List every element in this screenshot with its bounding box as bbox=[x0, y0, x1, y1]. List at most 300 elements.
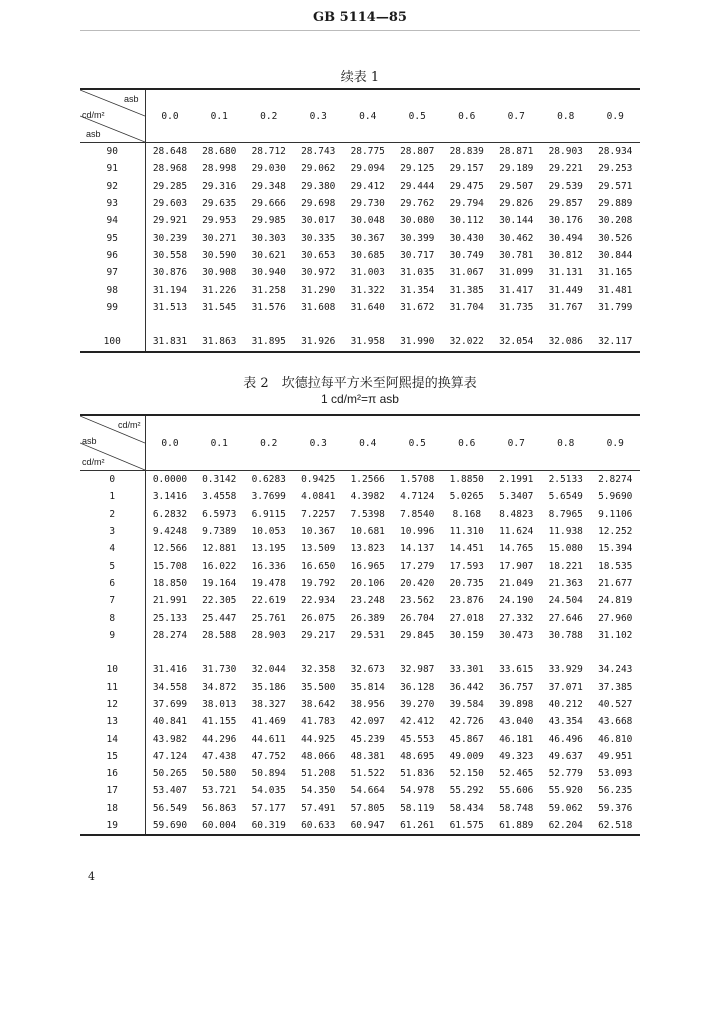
table-cell: 30.590 bbox=[202, 249, 237, 261]
table-cell: 30.017 bbox=[301, 215, 336, 227]
table-cell: 28.274 bbox=[152, 629, 188, 641]
table-cell: 7.8540 bbox=[400, 508, 435, 520]
table-cell: 28.680 bbox=[202, 146, 237, 158]
table-row bbox=[80, 713, 640, 730]
table-cell: 42.412 bbox=[400, 716, 435, 728]
table-cell: 31.102 bbox=[598, 629, 633, 641]
table-cell: 30.717 bbox=[400, 249, 435, 261]
table-row bbox=[80, 661, 640, 678]
table-cell: 32.358 bbox=[301, 664, 336, 676]
table2-col-header: 0.2 bbox=[244, 415, 294, 471]
table-cell: 30.876 bbox=[152, 267, 188, 279]
table-cell: 28.934 bbox=[598, 146, 633, 158]
table-cell: 29.762 bbox=[400, 198, 435, 210]
table1-col-header: 0.6 bbox=[442, 89, 492, 143]
table-cell: 16.965 bbox=[350, 560, 385, 572]
table-cell: 34.558 bbox=[152, 681, 188, 693]
table-cell: 4.0841 bbox=[301, 491, 336, 503]
table-row bbox=[80, 488, 640, 505]
table-cell: 15.708 bbox=[152, 560, 188, 572]
table-cell: 31.226 bbox=[202, 284, 237, 296]
table-cell: 58.748 bbox=[499, 802, 534, 814]
table-row bbox=[80, 160, 640, 177]
table-cell: 31.258 bbox=[251, 284, 286, 296]
table2-corner-cell bbox=[80, 415, 145, 471]
row-label: 6 bbox=[80, 575, 145, 592]
table1-col-header: 0.3 bbox=[294, 89, 344, 143]
row-label: 3 bbox=[80, 523, 145, 540]
table-cell: 31.704 bbox=[449, 301, 484, 313]
table1-caption: 续表 1 bbox=[340, 70, 380, 85]
table-cell: 32.054 bbox=[499, 336, 534, 348]
table-cell: 28.968 bbox=[152, 163, 188, 175]
table1-col-header: 0.4 bbox=[343, 89, 393, 143]
table-cell: 31.481 bbox=[598, 284, 633, 296]
table-cell: 20.106 bbox=[350, 577, 385, 589]
table-cell: 21.677 bbox=[598, 577, 633, 589]
table1-col-header: 0.9 bbox=[591, 89, 641, 143]
table-row bbox=[80, 143, 640, 161]
table-cell: 29.889 bbox=[598, 198, 633, 210]
table-cell: 31.513 bbox=[152, 301, 188, 313]
row-label: 94 bbox=[80, 212, 145, 229]
row-label: 0 bbox=[80, 471, 145, 489]
table-cell: 42.726 bbox=[449, 716, 484, 728]
table-cell: 26.389 bbox=[350, 612, 385, 624]
table-cell: 39.584 bbox=[449, 699, 484, 710]
table-cell: 36.442 bbox=[449, 681, 484, 693]
table-row bbox=[80, 592, 640, 609]
table-cell: 44.296 bbox=[202, 733, 237, 745]
table-cell: 39.270 bbox=[400, 699, 435, 710]
table-cell: 29.348 bbox=[251, 180, 286, 192]
table-cell: 60.633 bbox=[301, 820, 336, 832]
table-cell: 30.335 bbox=[301, 232, 336, 244]
table-cell: 29.730 bbox=[350, 198, 385, 210]
table-cell: 49.951 bbox=[598, 750, 633, 762]
table-cell: 31.194 bbox=[152, 284, 188, 296]
table-cell: 62.518 bbox=[598, 820, 633, 832]
row-label: 92 bbox=[80, 178, 145, 195]
table-cell: 13.823 bbox=[350, 543, 385, 555]
table-cell: 40.527 bbox=[598, 699, 633, 710]
table-cell: 61.261 bbox=[400, 820, 435, 832]
table-cell: 13.195 bbox=[251, 543, 286, 555]
table-cell: 55.920 bbox=[548, 785, 583, 797]
table-cell: 31.099 bbox=[499, 267, 534, 279]
table2-col-header: 0.5 bbox=[393, 415, 443, 471]
table-cell: 30.812 bbox=[548, 249, 583, 261]
table-cell: 51.522 bbox=[350, 768, 385, 780]
table-cell: 32.117 bbox=[598, 336, 633, 348]
table-cell: 28.807 bbox=[400, 146, 435, 158]
row-label: 19 bbox=[80, 817, 145, 835]
row-label: 90 bbox=[80, 143, 145, 161]
table-cell: 23.248 bbox=[350, 595, 385, 607]
table-cell: 32.022 bbox=[449, 336, 484, 348]
table-cell: 30.303 bbox=[251, 232, 286, 244]
table-cell: 60.004 bbox=[202, 820, 237, 832]
table-cell: 35.186 bbox=[251, 681, 286, 693]
table-cell: 31.730 bbox=[202, 664, 237, 676]
table-cell: 8.168 bbox=[452, 508, 482, 520]
table-cell: 41.783 bbox=[301, 716, 336, 728]
table-cell: 32.987 bbox=[400, 664, 435, 676]
table-cell: 53.721 bbox=[202, 785, 237, 797]
table-cell: 18.535 bbox=[598, 560, 633, 572]
table-row bbox=[80, 679, 640, 696]
table-cell: 50.265 bbox=[152, 768, 188, 780]
table-cell: 5.6549 bbox=[548, 491, 583, 503]
table-cell: 28.648 bbox=[152, 146, 188, 158]
table-cell: 12.566 bbox=[152, 543, 188, 555]
table-cell: 48.066 bbox=[301, 750, 336, 762]
row-label: 96 bbox=[80, 247, 145, 264]
table-row bbox=[80, 557, 640, 574]
table-row bbox=[80, 506, 640, 523]
table-cell: 30.494 bbox=[548, 232, 583, 244]
table-cell: 53.407 bbox=[152, 785, 188, 797]
spacer-cell bbox=[80, 316, 145, 333]
table-cell: 15.394 bbox=[598, 543, 633, 555]
table-cell: 31.608 bbox=[301, 301, 336, 313]
table-cell: 29.953 bbox=[202, 215, 237, 227]
page-number: 4 bbox=[88, 870, 95, 883]
table-cell: 27.018 bbox=[449, 612, 484, 624]
table-cell: 11.624 bbox=[499, 526, 534, 538]
table-cell: 21.049 bbox=[499, 577, 534, 589]
table-row bbox=[80, 817, 640, 835]
table-cell: 31.385 bbox=[449, 284, 484, 296]
table-cell: 25.761 bbox=[251, 612, 286, 624]
table-cell: 29.635 bbox=[202, 198, 237, 210]
row-label: 99 bbox=[80, 299, 145, 316]
table-cell: 22.934 bbox=[301, 595, 336, 607]
table-cell: 28.712 bbox=[251, 146, 286, 158]
table-row bbox=[80, 523, 640, 540]
table-cell: 4.3982 bbox=[350, 491, 385, 503]
table-row bbox=[80, 247, 640, 264]
row-label: 95 bbox=[80, 229, 145, 246]
table-cell: 29.189 bbox=[499, 163, 534, 175]
table-cell: 33.929 bbox=[548, 664, 583, 676]
table-cell: 33.615 bbox=[499, 664, 534, 676]
table-cell: 29.571 bbox=[598, 180, 633, 192]
row-label: 93 bbox=[80, 195, 145, 212]
table-cell: 51.836 bbox=[400, 768, 435, 780]
table-cell: 31.799 bbox=[598, 301, 633, 313]
table-cell: 41.155 bbox=[202, 716, 237, 728]
table-cell: 52.779 bbox=[548, 768, 583, 780]
table-cell: 50.894 bbox=[251, 768, 286, 780]
table-cell: 61.575 bbox=[449, 820, 484, 832]
table-row bbox=[80, 627, 640, 644]
table-cell: 49.323 bbox=[499, 750, 534, 762]
row-label: 100 bbox=[80, 333, 145, 351]
row-label: 98 bbox=[80, 281, 145, 298]
table2-subcaption: 1 cd/m²=π asb bbox=[321, 392, 399, 406]
table-cell: 29.507 bbox=[499, 180, 534, 192]
table-cell: 53.093 bbox=[598, 768, 633, 780]
row-label: 1 bbox=[80, 488, 145, 505]
table-cell: 22.305 bbox=[202, 595, 237, 607]
table1-corner-cell bbox=[80, 89, 145, 143]
table-cell: 0.6283 bbox=[251, 474, 286, 486]
table1-col-header: 0.2 bbox=[244, 89, 294, 143]
table-cell: 29.157 bbox=[449, 163, 484, 175]
table-cell: 56.235 bbox=[598, 785, 633, 797]
spacer-cell bbox=[145, 644, 640, 661]
table2 bbox=[80, 414, 640, 836]
table-cell: 17.279 bbox=[400, 560, 435, 572]
corner-label-top: asb bbox=[123, 94, 139, 104]
table-cell: 31.545 bbox=[202, 301, 237, 313]
spacer-cell bbox=[145, 316, 640, 333]
table-cell: 60.947 bbox=[350, 820, 385, 832]
table-cell: 31.449 bbox=[548, 284, 583, 296]
table-cell: 11.938 bbox=[548, 526, 583, 538]
table-cell: 29.412 bbox=[350, 180, 385, 192]
table-cell: 39.898 bbox=[499, 699, 534, 710]
table-cell: 20.420 bbox=[400, 577, 435, 589]
spacer-row bbox=[80, 644, 640, 661]
table-cell: 59.690 bbox=[152, 820, 188, 832]
table1-header-row bbox=[80, 89, 640, 143]
table-cell: 31.672 bbox=[400, 301, 435, 313]
table-cell: 27.646 bbox=[548, 612, 583, 624]
table-cell: 57.177 bbox=[251, 802, 286, 814]
page-header: GB 5114—85 bbox=[313, 10, 407, 25]
table-cell: 12.252 bbox=[598, 526, 633, 538]
table-cell: 30.526 bbox=[598, 232, 633, 244]
table-cell: 56.863 bbox=[202, 802, 237, 814]
table-cell: 32.044 bbox=[251, 664, 286, 676]
table-cell: 30.271 bbox=[202, 232, 237, 244]
table-cell: 28.588 bbox=[202, 629, 237, 641]
table-row bbox=[80, 299, 640, 316]
table-cell: 29.444 bbox=[400, 180, 435, 192]
table2-col-header: 0.4 bbox=[343, 415, 393, 471]
table-cell: 31.067 bbox=[449, 267, 484, 279]
row-label: 97 bbox=[80, 264, 145, 281]
table-cell: 57.491 bbox=[301, 802, 336, 814]
table-cell: 24.819 bbox=[598, 595, 633, 607]
row-label: 10 bbox=[80, 661, 145, 678]
table2-col-header: 0.6 bbox=[442, 415, 492, 471]
table-cell: 40.841 bbox=[152, 716, 188, 728]
table-cell: 22.619 bbox=[251, 595, 286, 607]
row-label: 16 bbox=[80, 765, 145, 782]
table-cell: 58.119 bbox=[400, 802, 435, 814]
table1-col-header: 0.5 bbox=[393, 89, 443, 143]
table-cell: 56.549 bbox=[152, 802, 188, 814]
table-cell: 6.9115 bbox=[251, 508, 286, 520]
table-cell: 54.035 bbox=[251, 785, 286, 797]
table-cell: 30.473 bbox=[499, 629, 534, 641]
table1 bbox=[80, 88, 640, 353]
table-cell: 59.376 bbox=[598, 802, 633, 814]
table-cell: 3.7699 bbox=[251, 491, 286, 503]
table-cell: 17.593 bbox=[449, 560, 484, 572]
table-cell: 52.150 bbox=[449, 768, 484, 780]
table-cell: 46.181 bbox=[499, 733, 534, 745]
table-cell: 29.921 bbox=[152, 215, 188, 227]
table-cell: 46.496 bbox=[548, 733, 583, 745]
corner-label-top: cd/m² bbox=[118, 420, 141, 430]
table-cell: 16.022 bbox=[202, 560, 237, 572]
table2-col-header: 0.3 bbox=[294, 415, 344, 471]
table-cell: 23.876 bbox=[449, 595, 484, 607]
table-cell: 31.895 bbox=[251, 336, 286, 348]
table-cell: 38.327 bbox=[251, 699, 286, 710]
table-row bbox=[80, 765, 640, 782]
table-cell: 29.531 bbox=[350, 629, 385, 641]
table-cell: 28.903 bbox=[251, 629, 286, 641]
table-cell: 0.3142 bbox=[202, 474, 237, 486]
table-cell: 43.040 bbox=[499, 716, 534, 728]
table-row bbox=[80, 212, 640, 229]
table-cell: 50.580 bbox=[202, 768, 237, 780]
table1-col-header: 0.7 bbox=[492, 89, 542, 143]
table-cell: 38.013 bbox=[202, 699, 237, 710]
table-cell: 29.666 bbox=[251, 198, 286, 210]
table-cell: 5.0265 bbox=[449, 491, 484, 503]
table1-body bbox=[80, 143, 640, 352]
table-cell: 34.872 bbox=[202, 681, 237, 693]
table-cell: 31.767 bbox=[548, 301, 583, 313]
table-cell: 31.354 bbox=[400, 284, 435, 296]
row-label: 7 bbox=[80, 592, 145, 609]
table-cell: 31.576 bbox=[251, 301, 286, 313]
table-cell: 14.451 bbox=[449, 543, 484, 555]
table-cell: 29.221 bbox=[548, 163, 583, 175]
table-cell: 28.839 bbox=[449, 146, 484, 158]
corner-label-bottom: cd/m² bbox=[82, 457, 105, 467]
table-cell: 12.881 bbox=[202, 543, 237, 555]
table-row bbox=[80, 471, 640, 489]
corner-label-mid: cd/m² bbox=[82, 110, 105, 120]
table-cell: 43.354 bbox=[548, 716, 583, 728]
table-cell: 19.478 bbox=[251, 577, 286, 589]
table-cell: 19.792 bbox=[301, 577, 336, 589]
table2-col-header: 0.9 bbox=[591, 415, 641, 471]
spacer-row bbox=[80, 316, 640, 333]
table-cell: 52.465 bbox=[499, 768, 534, 780]
table-cell: 47.124 bbox=[152, 750, 188, 762]
table-cell: 30.462 bbox=[499, 232, 534, 244]
table-cell: 37.385 bbox=[598, 681, 633, 693]
table-row bbox=[80, 800, 640, 817]
row-label: 9 bbox=[80, 627, 145, 644]
table-cell: 37.071 bbox=[548, 681, 583, 693]
table-cell: 29.030 bbox=[251, 163, 286, 175]
table-cell: 29.253 bbox=[598, 163, 633, 175]
table-cell: 11.310 bbox=[449, 526, 484, 538]
table-cell: 30.908 bbox=[202, 267, 237, 279]
table-cell: 29.380 bbox=[301, 180, 336, 192]
table-cell: 5.3407 bbox=[499, 491, 534, 503]
table-cell: 30.367 bbox=[350, 232, 385, 244]
table-cell: 61.889 bbox=[499, 820, 534, 832]
table-cell: 30.399 bbox=[400, 232, 435, 244]
table-cell: 55.606 bbox=[499, 785, 534, 797]
table-cell: 3.4558 bbox=[202, 491, 237, 503]
table-cell: 30.844 bbox=[598, 249, 633, 261]
table-row bbox=[80, 264, 640, 281]
row-label: 91 bbox=[80, 160, 145, 177]
table1-col-header: 0.1 bbox=[195, 89, 245, 143]
table-cell: 15.080 bbox=[548, 543, 583, 555]
table-cell: 57.805 bbox=[350, 802, 385, 814]
table-cell: 10.681 bbox=[350, 526, 385, 538]
table-cell: 30.653 bbox=[301, 249, 336, 261]
table-cell: 29.285 bbox=[152, 180, 188, 192]
table-cell: 1.2566 bbox=[350, 474, 385, 486]
table-cell: 28.775 bbox=[350, 146, 385, 158]
table-cell: 30.048 bbox=[350, 215, 385, 227]
table2-header-row bbox=[80, 415, 640, 471]
table-cell: 30.112 bbox=[449, 215, 484, 227]
table-cell: 26.075 bbox=[301, 612, 336, 624]
table-row bbox=[80, 333, 640, 351]
table-cell: 31.322 bbox=[350, 284, 385, 296]
table-cell: 35.500 bbox=[301, 681, 336, 693]
table-row bbox=[80, 696, 640, 713]
table-cell: 30.972 bbox=[301, 267, 336, 279]
table-cell: 38.642 bbox=[301, 699, 336, 710]
table-cell: 25.133 bbox=[152, 612, 188, 624]
table-cell: 31.035 bbox=[400, 267, 435, 279]
table-cell: 47.438 bbox=[202, 750, 237, 762]
table-cell: 47.752 bbox=[251, 750, 286, 762]
row-label: 15 bbox=[80, 748, 145, 765]
table-cell: 30.208 bbox=[598, 215, 633, 227]
table-cell: 2.1991 bbox=[499, 474, 534, 486]
table-cell: 6.2832 bbox=[152, 508, 188, 520]
table-row bbox=[80, 609, 640, 626]
table-cell: 45.553 bbox=[400, 733, 435, 745]
table-cell: 9.1106 bbox=[598, 508, 633, 520]
table-cell: 45.867 bbox=[449, 733, 484, 745]
table-cell: 23.562 bbox=[400, 595, 435, 607]
table-cell: 31.416 bbox=[152, 664, 188, 676]
table-row bbox=[80, 730, 640, 747]
table-cell: 7.2257 bbox=[301, 508, 336, 520]
table-cell: 30.558 bbox=[152, 249, 188, 261]
table-cell: 1.8850 bbox=[449, 474, 484, 486]
spacer-cell bbox=[80, 644, 145, 661]
table-cell: 29.316 bbox=[202, 180, 237, 192]
table-cell: 30.430 bbox=[449, 232, 484, 244]
table-cell: 17.907 bbox=[499, 560, 534, 572]
table-cell: 9.4248 bbox=[152, 526, 188, 538]
table-cell: 44.611 bbox=[251, 733, 286, 745]
table-cell: 31.990 bbox=[400, 336, 435, 348]
table-row bbox=[80, 229, 640, 246]
table-cell: 21.991 bbox=[152, 595, 188, 607]
table-cell: 28.998 bbox=[202, 163, 237, 175]
table-cell: 8.7965 bbox=[548, 508, 583, 520]
table-cell: 29.698 bbox=[301, 198, 336, 210]
table-cell: 48.695 bbox=[400, 750, 435, 762]
row-label: 13 bbox=[80, 713, 145, 730]
table-cell: 0.0000 bbox=[152, 474, 188, 486]
table-cell: 29.062 bbox=[301, 163, 336, 175]
table-cell: 5.9690 bbox=[598, 491, 633, 503]
table-row bbox=[80, 782, 640, 799]
table-cell: 59.062 bbox=[548, 802, 583, 814]
table-cell: 30.080 bbox=[400, 215, 435, 227]
